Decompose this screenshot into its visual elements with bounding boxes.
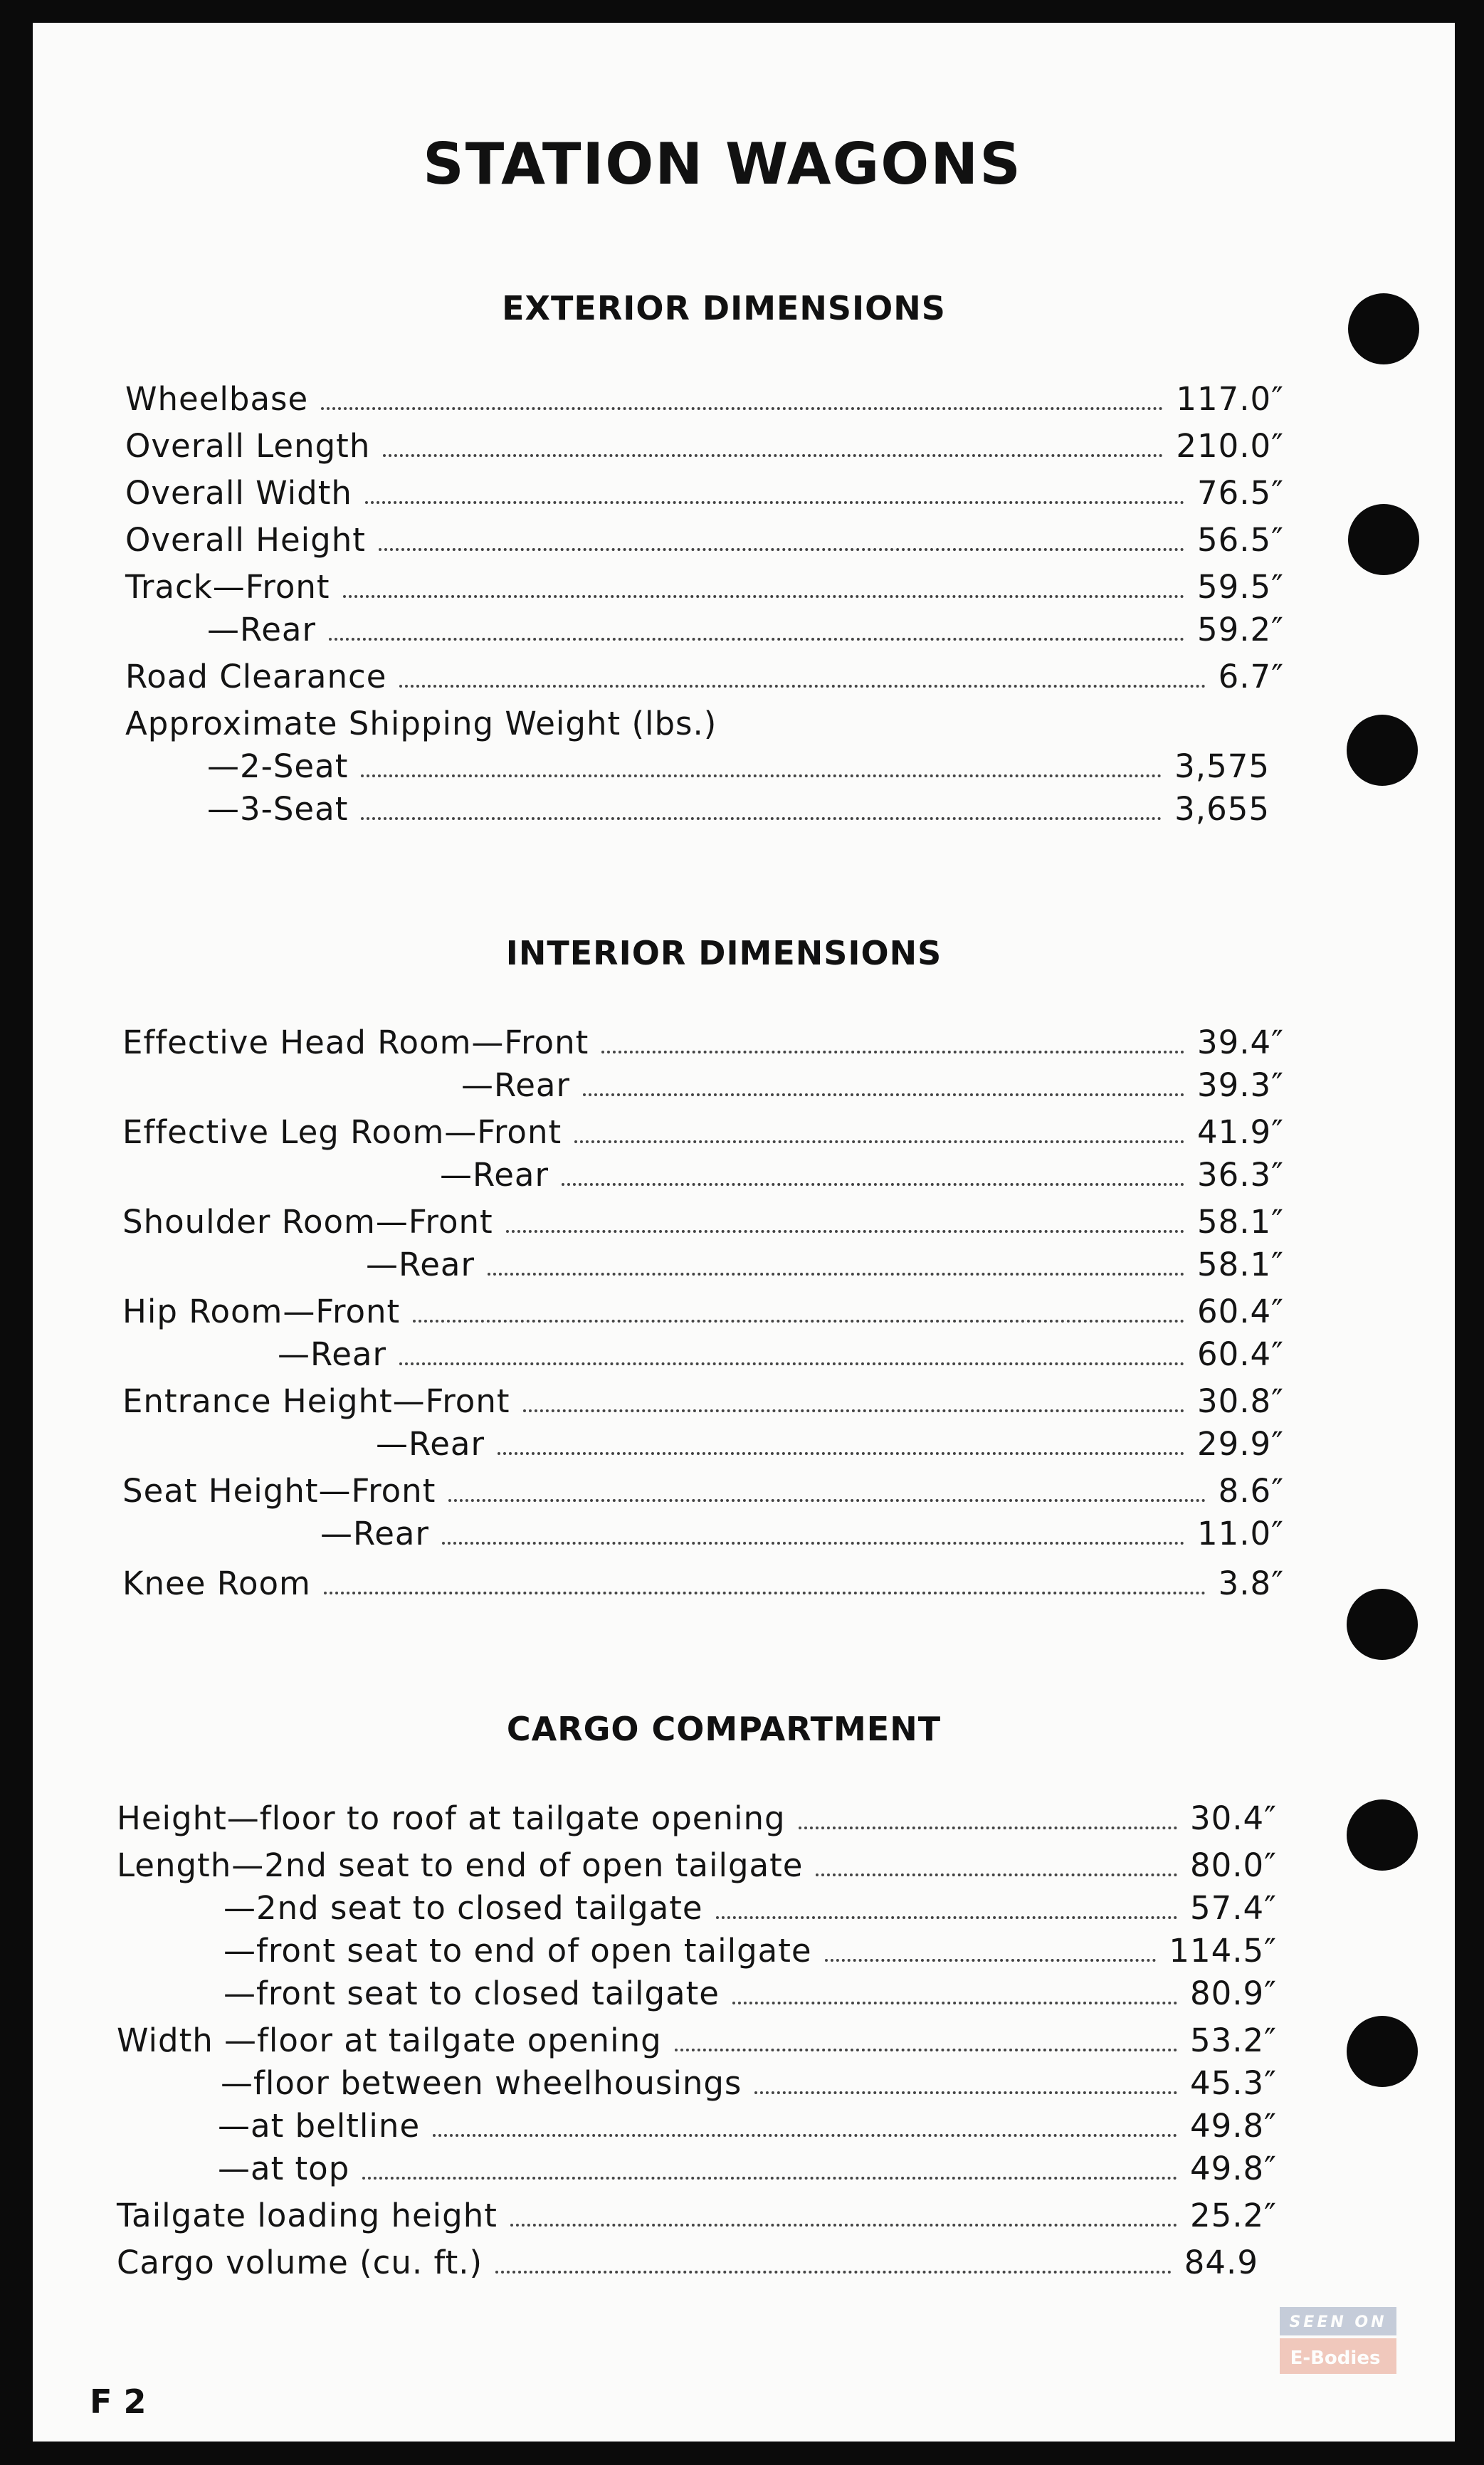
spec-label: Knee Room <box>122 1565 311 1602</box>
spec-label: —front seat to closed tailgate <box>223 1975 720 2012</box>
spec-row <box>122 1024 1284 1066</box>
spec-row <box>125 380 1284 423</box>
spec-row <box>218 2150 1277 2192</box>
spec-row <box>223 1975 1277 2017</box>
dot-leader <box>321 407 1163 410</box>
spec-row <box>117 2022 1277 2064</box>
dot-leader <box>442 1542 1184 1545</box>
spec-value: 80.0″ <box>1189 1846 1277 1884</box>
spec-label: —Rear <box>461 1066 571 1104</box>
dot-leader <box>399 1362 1184 1365</box>
dot-leader <box>816 1873 1177 1876</box>
spec-value: 49.8″ <box>1189 2107 1277 2145</box>
spec-label: —front seat to end of open tailgate <box>223 1932 812 1970</box>
spec-value: 39.4″ <box>1196 1024 1284 1061</box>
binder-hole <box>1347 1799 1418 1871</box>
spec-row <box>320 1515 1284 1557</box>
spec-label: —Rear <box>376 1425 485 1463</box>
spec-page <box>33 23 1455 2442</box>
spec-label: Width —floor at tailgate opening <box>117 2022 662 2059</box>
spec-label: Hip Room—Front <box>122 1293 401 1330</box>
dot-leader <box>562 1183 1184 1186</box>
dot-leader <box>324 1592 1206 1594</box>
spec-row <box>223 1889 1277 1932</box>
spec-row <box>461 1066 1284 1109</box>
dot-leader <box>498 1452 1184 1455</box>
dot-leader <box>362 2177 1177 2180</box>
spec-row <box>125 427 1284 470</box>
spec-value: 76.5″ <box>1196 474 1284 512</box>
binder-hole <box>1347 2016 1418 2087</box>
interior-heading: INTERIOR DIMENSIONS <box>505 934 942 972</box>
page-title: STATION WAGONS <box>423 131 1022 197</box>
spec-value: 25.2″ <box>1189 2197 1277 2234</box>
dot-leader <box>365 501 1184 504</box>
spec-row <box>117 1799 1277 1842</box>
spec-row <box>223 1932 1277 1975</box>
spec-row <box>207 790 1270 833</box>
spec-value: 30.4″ <box>1189 1799 1277 1837</box>
dot-leader <box>675 2049 1177 2051</box>
dot-leader <box>361 774 1162 777</box>
dot-leader <box>379 548 1184 551</box>
dot-leader <box>510 2224 1177 2227</box>
dot-leader <box>754 2091 1177 2094</box>
spec-label: Overall Length <box>125 427 371 465</box>
spec-label: Seat Height—Front <box>122 1472 436 1510</box>
spec-value: 58.1″ <box>1196 1203 1284 1241</box>
spec-label: Tailgate loading height <box>117 2197 498 2234</box>
spec-value: 3,575 <box>1174 747 1270 785</box>
binder-hole <box>1348 504 1419 575</box>
spec-value: 36.3″ <box>1196 1156 1284 1194</box>
spec-value: 45.3″ <box>1189 2064 1277 2102</box>
spec-value: 39.3″ <box>1196 1066 1284 1104</box>
dot-leader <box>383 454 1163 457</box>
spec-label: —Rear <box>320 1515 430 1552</box>
dot-leader <box>601 1051 1184 1053</box>
spec-label: —Rear <box>440 1156 549 1194</box>
spec-value: 11.0″ <box>1196 1515 1284 1552</box>
spec-value: 3.8″ <box>1218 1565 1284 1602</box>
dot-leader <box>574 1140 1184 1143</box>
spec-label: Overall Width <box>125 474 352 512</box>
cargo-heading: CARGO COMPARTMENT <box>506 1710 942 1748</box>
dot-leader <box>716 1916 1177 1919</box>
dot-leader <box>361 817 1162 820</box>
spec-row <box>122 1293 1284 1335</box>
spec-label: —Rear <box>366 1246 475 1283</box>
spec-label: Road Clearance <box>125 658 387 695</box>
dot-leader <box>448 1499 1205 1502</box>
spec-row <box>117 1846 1277 1889</box>
spec-label: —Rear <box>207 611 317 648</box>
spec-row <box>218 2107 1277 2150</box>
spec-label: Overall Height <box>125 521 366 559</box>
spec-label: —floor between wheelhousings <box>221 2064 742 2102</box>
spec-value: 41.9″ <box>1196 1113 1284 1151</box>
spec-label: —2nd seat to closed tailgate <box>223 1889 703 1927</box>
spec-row <box>278 1335 1284 1378</box>
spec-label: —2-Seat <box>207 747 349 785</box>
spec-value: 29.9″ <box>1196 1425 1284 1463</box>
ebodies-watermark-logo <box>1278 2306 1398 2377</box>
spec-label: Cargo volume (cu. ft.) <box>117 2244 483 2281</box>
spec-value: 57.4″ <box>1189 1889 1277 1927</box>
spec-value: 56.5″ <box>1196 521 1284 559</box>
dot-leader <box>523 1409 1184 1412</box>
spec-value: 30.8″ <box>1196 1382 1284 1420</box>
spec-row <box>376 1425 1284 1468</box>
spec-row <box>125 521 1284 564</box>
spec-row <box>221 2064 1277 2107</box>
spec-row <box>117 2197 1277 2239</box>
spec-value: 59.2″ <box>1196 611 1284 648</box>
spec-value: 210.0″ <box>1176 427 1284 465</box>
dot-leader <box>329 638 1184 641</box>
spec-row <box>122 1203 1284 1246</box>
dot-leader <box>413 1320 1184 1323</box>
dot-leader <box>399 685 1205 688</box>
spec-value: 8.6″ <box>1218 1472 1284 1510</box>
spec-row <box>207 611 1284 653</box>
spec-row <box>122 1472 1284 1515</box>
spec-label: Track—Front <box>125 568 330 606</box>
spec-value: 58.1″ <box>1196 1246 1284 1283</box>
spec-value: 60.4″ <box>1196 1293 1284 1330</box>
weight-heading: Approximate Shipping Weight (lbs.) <box>125 705 717 742</box>
spec-value: 59.5″ <box>1196 568 1284 606</box>
dot-leader <box>506 1230 1184 1233</box>
spec-label: Effective Leg Room—Front <box>122 1113 562 1151</box>
spec-value: 49.8″ <box>1189 2150 1277 2187</box>
dot-leader <box>583 1093 1184 1096</box>
spec-value: 114.5″ <box>1169 1932 1277 1970</box>
spec-value: 117.0″ <box>1176 380 1284 418</box>
spec-value: 3,655 <box>1174 790 1270 828</box>
dot-leader <box>825 1959 1157 1962</box>
dot-leader <box>495 2271 1172 2274</box>
spec-row <box>125 568 1284 611</box>
spec-row <box>125 474 1284 517</box>
dot-leader <box>488 1273 1184 1276</box>
svg-text:E-Bodies: E-Bodies <box>1290 2348 1381 2369</box>
spec-value: 80.9″ <box>1189 1975 1277 2012</box>
spec-label: —3-Seat <box>207 790 349 828</box>
exterior-heading: EXTERIOR DIMENSIONS <box>502 289 946 327</box>
spec-value: 53.2″ <box>1189 2022 1277 2059</box>
svg-text:SEEN ON: SEEN ON <box>1289 2313 1387 2331</box>
spec-label: —at beltline <box>218 2107 421 2145</box>
spec-value: 84.9 <box>1184 2244 1258 2281</box>
dot-leader <box>433 2134 1177 2137</box>
spec-row <box>366 1246 1284 1288</box>
spec-row <box>117 2244 1258 2286</box>
spec-label: Length—2nd seat to end of open tailgate <box>117 1846 804 1884</box>
dot-leader <box>343 595 1184 598</box>
spec-label: Wheelbase <box>125 380 309 418</box>
spec-row <box>207 747 1270 790</box>
spec-row <box>125 658 1284 700</box>
spec-value: 6.7″ <box>1218 658 1284 695</box>
spec-label: —Rear <box>278 1335 387 1373</box>
dot-leader <box>732 2002 1177 2004</box>
dot-leader <box>799 1827 1177 1829</box>
spec-row <box>440 1156 1284 1199</box>
spec-row <box>122 1113 1284 1156</box>
spec-label: —at top <box>218 2150 350 2187</box>
spec-value: 60.4″ <box>1196 1335 1284 1373</box>
page-number: F 2 <box>90 2382 147 2421</box>
spec-label: Entrance Height—Front <box>122 1382 510 1420</box>
binder-hole <box>1347 1589 1418 1660</box>
spec-label: Height—floor to roof at tailgate opening <box>117 1799 786 1837</box>
spec-label: Effective Head Room—Front <box>122 1024 589 1061</box>
spec-row <box>122 1382 1284 1425</box>
spec-label: Shoulder Room—Front <box>122 1203 493 1241</box>
binder-hole <box>1347 715 1418 786</box>
spec-row <box>122 1565 1284 1607</box>
